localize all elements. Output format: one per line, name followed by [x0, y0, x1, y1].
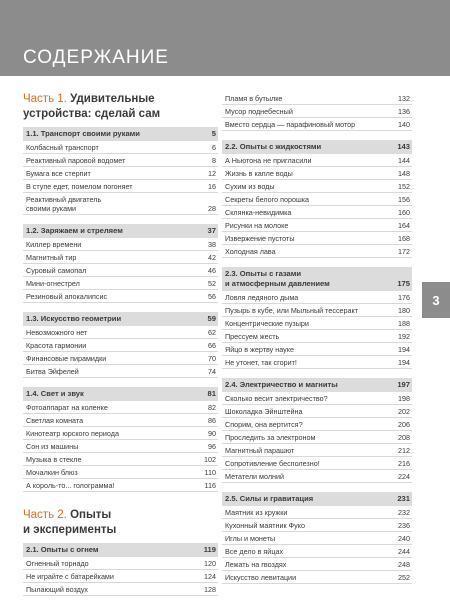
toc-entry[interactable]: Искусство левитации 252	[222, 571, 412, 584]
toc-entry[interactable]: Прессуем жесть 192	[222, 330, 412, 343]
toc-entry[interactable]: Метатели молний 224	[222, 470, 412, 483]
toc-entry[interactable]: Секреты белого порошка 156	[222, 193, 412, 206]
toc-section[interactable]: 1.4. Свет и звук 81	[23, 387, 218, 401]
toc-entry[interactable]: Иглы и монеты 240	[222, 532, 412, 545]
chapter-tab: 3	[422, 282, 450, 318]
toc-entry[interactable]: Резиновый апокалипсис 56	[23, 290, 218, 303]
toc-entry[interactable]: Суровый самопал 46	[23, 264, 218, 277]
toc-entry[interactable]: Магнитный тир 42	[23, 251, 218, 264]
toc-entry[interactable]: Киллер времени 38	[23, 238, 218, 251]
toc-entry[interactable]: Мусор поднебесный 136	[222, 105, 412, 118]
toc-entry[interactable]: Музыка в стекле 102	[23, 453, 218, 466]
toc-entry[interactable]: Извержение пустоты 168	[222, 232, 412, 245]
toc-entry[interactable]: Мочалкин блюз 110	[23, 466, 218, 479]
toc-entry[interactable]: Финансовые пирамидки 70	[23, 352, 218, 365]
toc-entry[interactable]: А Ньютона не пригласили 144	[222, 154, 412, 167]
toc-entry[interactable]: Магнитный парашют 212	[222, 444, 412, 457]
header-band	[0, 0, 450, 76]
toc-entry[interactable]: Сколько весит электричество? 198	[222, 392, 412, 405]
part-1-title: Часть 1. Удивительные устройства: сделай сам	[23, 93, 161, 120]
toc-entry[interactable]: Ловля ледяного дыма 176	[222, 291, 412, 304]
toc-entry[interactable]: Невозможного нет 62	[23, 326, 218, 339]
toc-section[interactable]: 1.1. Транспорт своими руками 5	[23, 127, 218, 141]
toc-section[interactable]: 1.3. Искусство геометрии 59	[23, 312, 218, 326]
toc-entry[interactable]: Склянка-невидимка 160	[222, 206, 412, 219]
toc-entry[interactable]: Кинотеатр юрского периода 90	[23, 427, 218, 440]
toc-entry[interactable]: Холодная лава 172	[222, 245, 412, 258]
toc-section[interactable]: 2.5. Силы и гравитация 231	[222, 492, 412, 506]
toc-entry[interactable]: Фотоаппарат на коленке 82	[23, 401, 218, 414]
toc-entry[interactable]: Не играйте с батарейками 124	[23, 570, 218, 583]
toc-entry[interactable]: Сон из машины 96	[23, 440, 218, 453]
toc-entry[interactable]: Проследить за электроном 208	[222, 431, 412, 444]
toc-section[interactable]: 2.3. Опыты с газами и атмосферным давлением 175	[222, 267, 412, 291]
toc-entry[interactable]: Огненный торнадо 120	[23, 557, 218, 570]
toc-entry[interactable]: Пламя в бутылке 132	[222, 92, 412, 105]
toc-section[interactable]: 1.2. Заряжаем и стреляем 37	[23, 224, 218, 238]
toc-entry[interactable]: Все дело в яйцах 244	[222, 545, 412, 558]
toc-entry[interactable]: Мини-огнестрел 52	[23, 277, 218, 290]
toc-entry[interactable]: Колбасный транспорт 6	[23, 141, 218, 154]
toc-entry[interactable]: Спорим, она вертится? 206	[222, 418, 412, 431]
toc-entry[interactable]: Реактивный паровой водомет 8	[23, 154, 218, 167]
toc-entry[interactable]: В ступе едет, помелом погоняет 16	[23, 180, 218, 193]
toc-entry[interactable]: Вместо сердца — парафиновый мотор 140	[222, 118, 412, 131]
part-2-title: Часть 2. Опыты и эксперименты	[23, 509, 117, 536]
toc-entry[interactable]: Шоколадка Эйнштейна 202	[222, 405, 412, 418]
toc-entry[interactable]: Красота гармонии 66	[23, 339, 218, 352]
toc-entry[interactable]: Сопротивление бесполезно! 216	[222, 457, 412, 470]
toc-entry[interactable]: Жизнь в капле воды 148	[222, 167, 412, 180]
toc-entry[interactable]: Лежать на гвоздях 248	[222, 558, 412, 571]
toc-entry[interactable]: Пузырь в кубе, или Мыльный тессеракт 180	[222, 304, 412, 317]
toc-section[interactable]: 2.2. Опыты с жидкостями 143	[222, 140, 412, 154]
toc-entry[interactable]: Концентрические пузыри 188	[222, 317, 412, 330]
toc-title: СОДЕРЖАНИЕ	[23, 47, 169, 68]
toc-entry[interactable]: А король-то... голограмма! 116	[23, 479, 218, 492]
toc-right-column	[222, 92, 412, 584]
toc-entry[interactable]: Пылающий воздух 128	[23, 583, 218, 596]
toc-entry[interactable]: Светлая комната 86	[23, 414, 218, 427]
toc-section[interactable]: 2.4. Электричество и магниты 197	[222, 378, 412, 392]
toc-section[interactable]: 2.1. Опыты с огнем 119	[23, 543, 218, 557]
toc-entry[interactable]: Кухонный маятник Фуко 236	[222, 519, 412, 532]
toc-entry[interactable]: Яйцо в жертву науке 194	[222, 343, 412, 356]
toc-entry[interactable]: Не утонет, так сгорит! 194	[222, 356, 412, 369]
toc-entry[interactable]: Рисунки на молоке 164	[222, 219, 412, 232]
toc-entry[interactable]: Маятник из кружки 232	[222, 506, 412, 519]
toc-entry[interactable]: Сухим из воды 152	[222, 180, 412, 193]
toc-entry[interactable]: Битва Эйфелей 74	[23, 365, 218, 378]
toc-left-column	[23, 92, 218, 596]
toc-entry[interactable]: Бумага все стерпит 12	[23, 167, 218, 180]
toc-entry[interactable]: Реактивный двигатель своими руками 28	[23, 193, 218, 215]
